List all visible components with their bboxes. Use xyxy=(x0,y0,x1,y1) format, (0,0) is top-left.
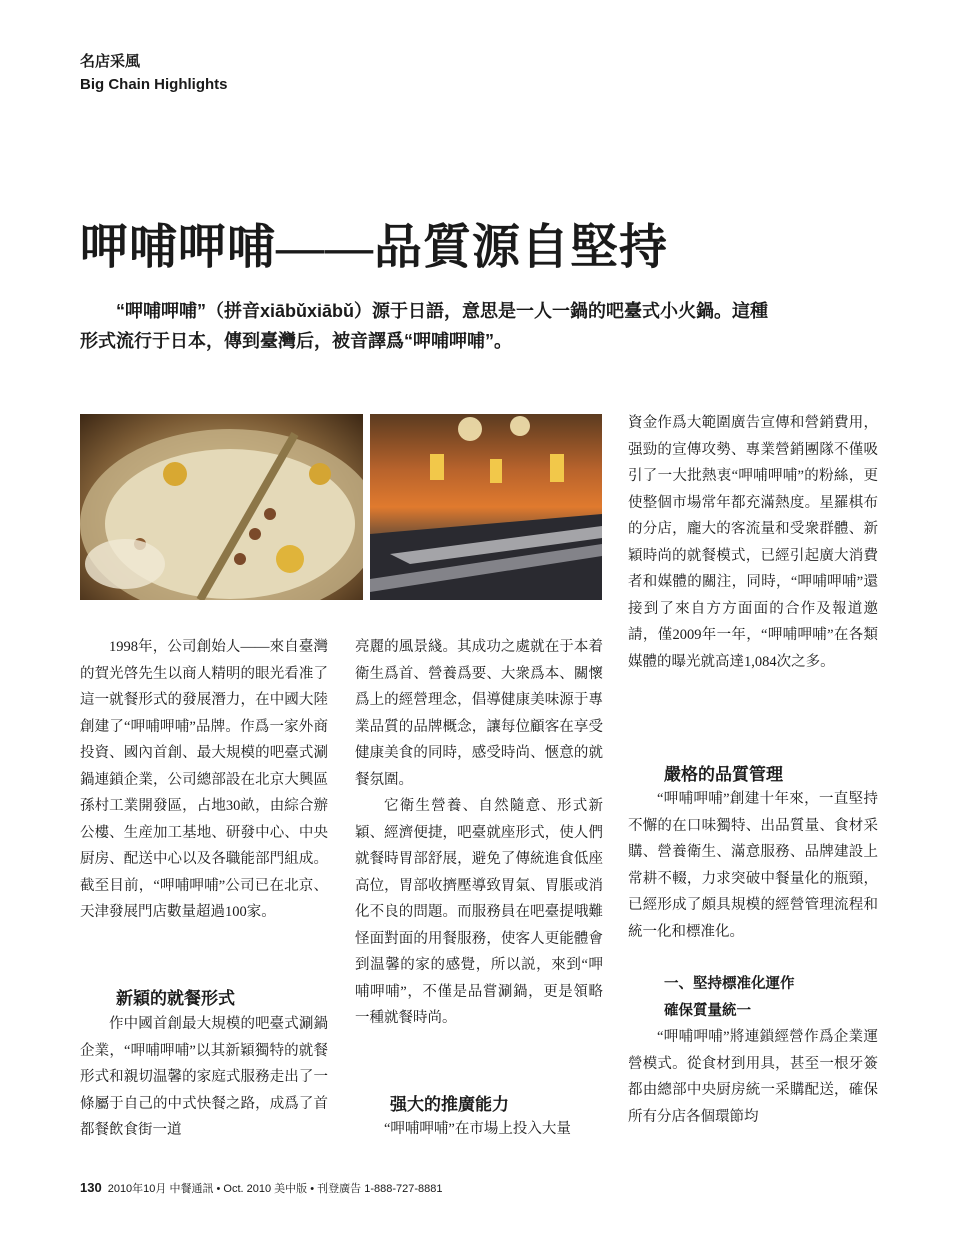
article-lead: “呷哺呷哺”（拼音xiābǔxiābǔ）源于日語，意思是一人一鍋的吧臺式小火鍋。這種形式流行于日本，傳到臺灣后，被音譯爲“呷哺呷哺”。 xyxy=(80,301,769,351)
minor-heading-standardization: 一、堅持標准化運作 xyxy=(664,976,795,992)
section-title-en: Big Chain Highlights xyxy=(80,76,228,93)
section-title-cn: 名店采風 xyxy=(80,53,141,70)
article-column-2 xyxy=(355,634,603,1032)
hotpot-illustration xyxy=(80,414,363,600)
article-column-1-continued xyxy=(80,1011,328,1144)
col2-paragraph-3: “呷哺呷哺”在市場上投入大量 xyxy=(384,1121,571,1137)
col3-paragraph-3: “呷哺呷哺”將連鎖經營作爲企業運營模式。從食材到用具，甚至一根牙簽都由總部中央厨房統一采購配送，確保所有分店各個環節均 xyxy=(628,1029,878,1125)
footer-info: 2010年10月 中餐通訊 • Oct. 2010 美中版 • 刊登廣告 1-888-727-8881 xyxy=(107,1183,443,1195)
article-column-3-continued xyxy=(628,786,878,945)
col1-paragraph-2: 作中國首創最大規模的吧臺式涮鍋企業，“呷哺呷哺”以其新穎獨特的就餐形式和親切温馨的家庭式服務走出了一條屬于自己的中式快餐之路，成爲了首都餐飲食街一道 xyxy=(80,1016,328,1138)
article-column-3-tail xyxy=(628,1024,878,1130)
subheading-quality-management: 嚴格的品質管理 xyxy=(664,765,783,784)
article-title: 呷哺呷哺——品質源自堅持 xyxy=(80,221,669,274)
restaurant-illustration xyxy=(370,414,602,600)
hotpot-photo xyxy=(80,414,363,600)
col3-paragraph-1: 資金作爲大範圍廣告宣傳和營銷費用，强勁的宣傳攻勢、專業營銷團隊不僅吸引了一大批熱衷“呷哺呷哺”的粉絲，更使整個市場常年都充滿熱度。星羅棋布的分店，龐大的客流量和受衆群體、新穎時尚的就餐模式，已經引起廣大消費者和媒體的關注，同時，“呷哺呷哺”還接到了來自方方面面的合作及報道邀請，僅2009年一年，“呷哺呷哺”在各類媒體的曝光就高達1,084次之多。 xyxy=(628,415,878,670)
article-column-1 xyxy=(80,634,328,926)
col1-paragraph-1: 1998年，公司創始人——來自臺灣的賀光啓先生以商人精明的眼光看准了這一就餐形式的發展潛力，在中國大陸創建了“呷哺呷哺”品牌。作爲一家外商投資、國內首創、最大規模的吧臺式涮鍋連鎖企業，公司總部設在北京大興區孫村工業開發區，占地30畝，由綜合辦公樓、生産加工基地、研發中心、中央厨房、配送中心以及各職能部門組成。截至目前，“呷哺呷哺”公司已在北京、天津發展門店數量超過100家。 xyxy=(80,639,328,920)
col2-paragraph-2: 它衛生營養、自然隨意、形式新穎、經濟便捷，吧臺就座形式，使人們就餐時胃部舒展，避免了傳統進食低座高位，胃部收擠壓導致胃氣、胃脹或消化不良的問題。而服務員在吧臺提哦難怪面對面的用餐服務，使客人更能體會到温馨的家的感覺，所以説，來到“呷哺呷哺”，不僅是品嘗涮鍋，更是領略一種就餐時尚。 xyxy=(355,798,603,1026)
restaurant-interior-photo xyxy=(370,414,602,600)
minor-heading-quality-unified: 確保質量統一 xyxy=(664,1003,751,1019)
col3-paragraph-2: “呷哺呷哺”創建十年來，一直堅持不懈的在口味獨特、出品質量、食材采購、營養衛生、滿意服務、品牌建設上常耕不輟，力求突破中餐量化的瓶頸，已經形成了頗具規模的經營管理流程和統一化和標准化。 xyxy=(628,791,878,940)
page-footer xyxy=(80,1180,442,1196)
col2-paragraph-1: 亮麗的風景綫。其成功之處就在于本着衛生爲首、營養爲要、大衆爲本、關懷爲上的經營理念，倡導健康美味源于專業品質的品牌概念，讓每位顧客在享受健康美食的同時，感受時尚、愜意的就餐氛圍。 xyxy=(355,639,603,788)
article-column-3 xyxy=(628,410,878,675)
article-column-2-continued xyxy=(355,1116,603,1143)
subheading-promotion: 强大的推廣能力 xyxy=(390,1095,509,1114)
subheading-novel-dining: 新穎的就餐形式 xyxy=(116,989,235,1008)
page-number: 130 xyxy=(80,1180,102,1195)
